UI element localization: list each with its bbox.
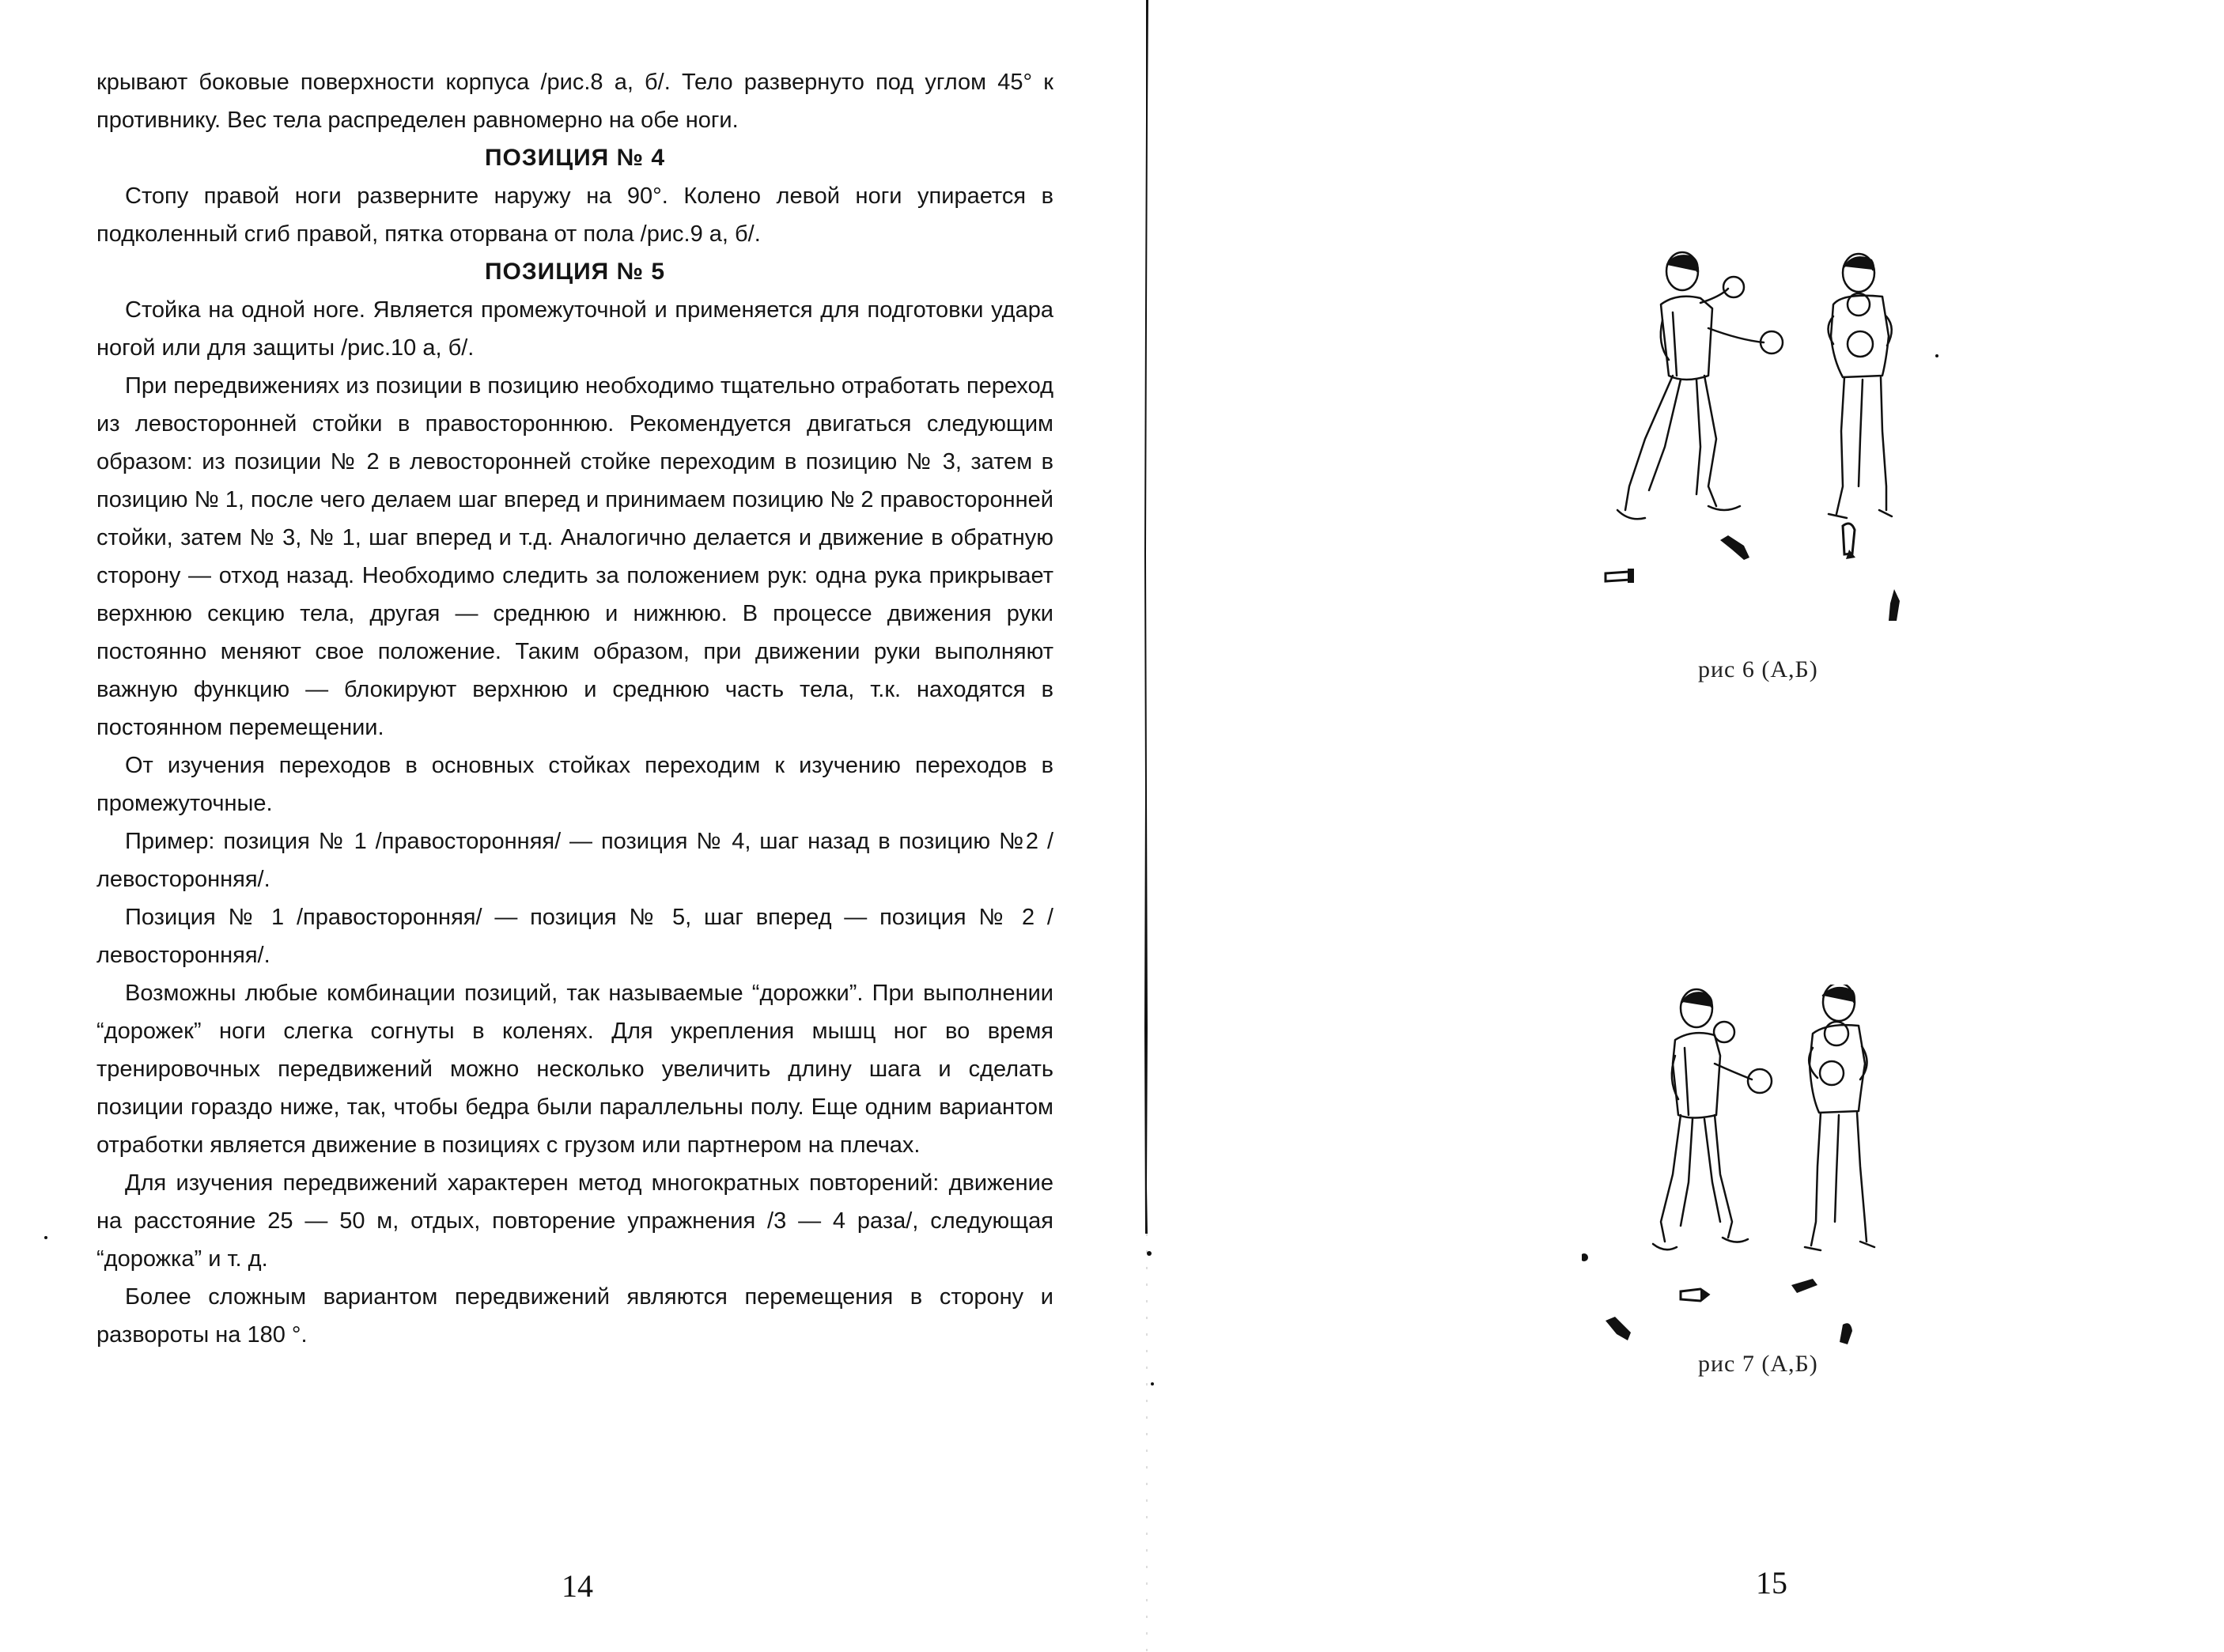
- heading-position-5: ПОЗИЦИЯ № 5: [484, 259, 666, 285]
- book-spine: [1146, 0, 1147, 1652]
- paragraph-transitions: При передвижениях из позиции в позицию необходимо тщательно отработать переход из левосторонней стойки в правостороннюю. Рекомендуется двигаться следующим образом: из позиции № 2 в левосторонней стойке переходим в позицию № 3, затем в позицию № 1, после чего делаем шаг вперед и принимаем позицию № 2 правосторонней стойки, затем № 3, № 1, шаг вперед и т.д. Аналогично делается и движение в обратную сторону — отход назад. Необходимо следить за положением рук: одна рука прикрывает верхнюю секцию тела, другая — среднюю и нижнюю. В процессе движения руки постоянно меняют свое положение. Таким образом, при движении руки выполняют важную функцию — блокируют верхнюю и среднюю часть тела, т.к. находятся в постоянном перемещении.: [96, 373, 1053, 740]
- paragraph-position-4: Стопу правой ноги разверните наружу на 90°. Колено левой ноги упирается в подколенный сгиб правой, пятка оторвана от пола /рис.9 а, б/.: [96, 183, 1053, 247]
- figure-7-caption: рис 7 (А,Б): [1698, 1351, 1818, 1377]
- paragraph-example-1: Пример: позиция № 1 /правосторонняя/ — позиция № 4, шаг назад в позицию №2 /левосторонняя/.: [96, 829, 1053, 892]
- paragraph-example-2: Позиция № 1 /правосторонняя/ — позиция № 5, шаг вперед — позиция № 2 /левосторонняя/.: [96, 905, 1053, 968]
- scan-speck: [44, 1236, 47, 1239]
- left-page-text: [96, 63, 1053, 1354]
- paragraph-dorozhki: Возможны любые комбинации позиций, так называемые “дорожки”. При выполнении “дорожек” ноги слегка согнуты в коленях. Для укрепления мышц ног во время тренировочных передвижений можно несколько увеличить длину шага и сделать позиции гораздо ниже, так, чтобы бедра были параллельны полу. Еще одним вариантом отработки является движение в позициях с грузом или партнером на плечах.: [96, 981, 1053, 1158]
- figure-7-drawing: [1582, 985, 1961, 1388]
- heading-position-4: ПОЗИЦИЯ № 4: [484, 145, 666, 171]
- paragraph-continuation: крывают боковые поверхности корпуса /рис.8 а, б/. Тело развернуто под углом 45° к противнику. Вес тела распределен равномерно на обе ноги.: [96, 70, 1053, 133]
- paragraph-intermediate: От изучения переходов в основных стойках переходим к изучению переходов в промежуточные.: [96, 753, 1053, 816]
- figure-7-illustration: [1582, 985, 1961, 1388]
- figure-6-caption: рис 6 (А,Б): [1698, 656, 1818, 682]
- paragraph-position-5: Стойка на одной ноге. Является промежуточной и применяется для подготовки удара ногой или для защиты /рис.10 а, б/.: [96, 297, 1053, 361]
- page-number-left: 14: [562, 1568, 593, 1604]
- paragraph-repetitions: Для изучения передвижений характерен метод многократных повторений: движение на расстояние 25 — 50 м, отдых, повторение упражнения /3 — 4 раза/, следующая “дорожка” и т. д.: [96, 1170, 1053, 1272]
- figure-6-illustration: [1582, 249, 1961, 652]
- page-number-right: 15: [1756, 1565, 1787, 1601]
- paragraph-complex: Более сложным вариантом передвижений являются перемещения в сторону и развороты на 180 °.: [96, 1284, 1053, 1348]
- right-page: [1155, 0, 2224, 1652]
- figure-6-drawing: [1582, 249, 1961, 652]
